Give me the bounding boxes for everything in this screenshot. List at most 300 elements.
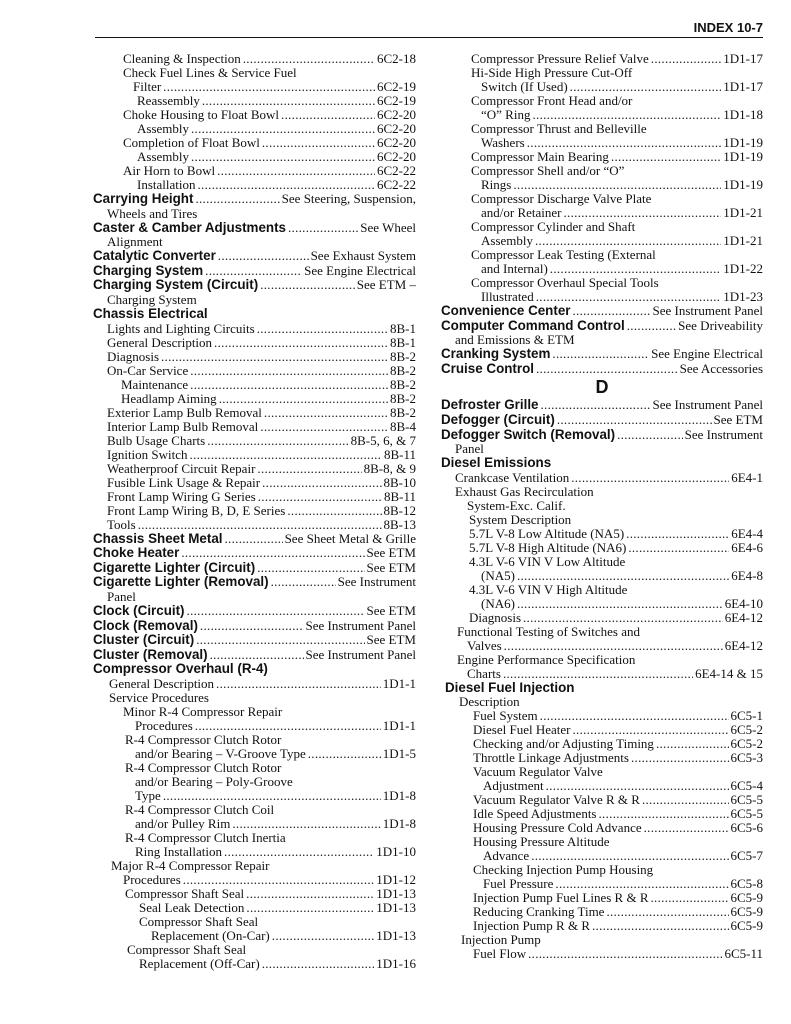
entry-text: Injection Pump	[461, 932, 541, 948]
dot-leader	[260, 420, 388, 434]
entry-text: Fuel Pressure	[483, 876, 554, 892]
dot-leader	[626, 527, 729, 541]
page-reference: 8B-2	[390, 376, 416, 392]
index-entry	[441, 793, 763, 807]
entry-text: On-Car Service	[107, 362, 189, 378]
index-heading	[93, 264, 416, 279]
entry-text: Replacement (Off-Car)	[139, 955, 260, 971]
entry-text: Interior Lamp Bulb Removal	[107, 418, 259, 434]
index-entry	[441, 751, 763, 765]
index-entry	[441, 597, 763, 611]
dot-leader	[246, 887, 374, 901]
page-reference: 1D1-13	[376, 885, 416, 901]
dot-leader	[246, 901, 374, 915]
dot-leader	[606, 905, 728, 919]
dot-leader	[257, 561, 364, 576]
entry-text: Maintenance	[121, 376, 189, 392]
dot-leader	[592, 919, 729, 933]
page-reference: 8B-4	[390, 418, 416, 434]
index-entry	[441, 122, 763, 136]
dot-leader	[570, 80, 722, 94]
entry-text: Exhaust Gas Recirculation	[455, 483, 594, 499]
index-heading	[441, 398, 763, 413]
index-entry	[93, 80, 416, 94]
entry-text: Vacuum Regulator Valve	[473, 764, 603, 780]
dot-leader	[599, 807, 729, 821]
page-reference: See ETM	[366, 559, 416, 575]
page-reference: 8B-2	[390, 404, 416, 420]
dot-leader	[190, 364, 388, 378]
entry-text: R-4 Compressor Clutch Coil	[125, 801, 275, 817]
dot-leader	[200, 619, 304, 634]
index-heading	[441, 319, 763, 334]
index-entry	[441, 779, 763, 793]
index-entry	[93, 943, 416, 957]
index-entry	[93, 518, 416, 532]
entry-text: Injection Pump Fuel Lines R & R	[473, 890, 649, 906]
index-heading	[441, 428, 763, 443]
dot-leader	[536, 290, 722, 304]
dot-leader	[531, 849, 728, 863]
dot-leader	[503, 667, 693, 681]
index-entry	[441, 220, 763, 234]
index-entry	[93, 434, 416, 448]
index-entry	[93, 887, 416, 901]
entry-text: Installation	[137, 177, 196, 192]
page-reference: See Steering, Suspension,	[281, 191, 416, 206]
index-entry	[93, 705, 416, 719]
entry-text: Replacement (On-Car)	[151, 927, 270, 943]
index-entry	[93, 901, 416, 915]
page-reference: 6C5-1	[730, 708, 763, 724]
page-reference: 1D1-5	[382, 745, 416, 761]
page-reference: 6C5-2	[730, 722, 763, 738]
index-entry	[441, 695, 763, 709]
dot-leader	[195, 192, 279, 207]
index-entry	[441, 835, 763, 849]
page-reference: 6E4-1	[731, 469, 763, 485]
entry-text: Diesel Fuel Injection	[445, 679, 575, 695]
entry-text: Major R-4 Compressor Repair	[111, 857, 270, 873]
page-reference: 1D1-16	[376, 955, 416, 971]
entry-text: Charging System (Circuit)	[93, 277, 259, 293]
page-reference: 6E4-12	[724, 609, 763, 625]
page-reference: See Accessories	[679, 360, 763, 376]
page-reference: 1D1-10	[376, 843, 416, 859]
index-entry	[441, 442, 763, 456]
entry-text: Filter	[133, 79, 162, 94]
entry-text: Vacuum Regulator Valve R & R	[473, 792, 640, 808]
dot-leader	[214, 336, 388, 350]
index-entry	[93, 733, 416, 747]
dot-leader	[217, 164, 375, 178]
entry-text: Engine Performance Specification	[457, 651, 636, 667]
page-reference: See ETM	[713, 411, 763, 427]
entry-text: Compressor Leak Testing (External	[471, 247, 656, 262]
entry-text: General Description	[107, 334, 213, 350]
index-entry	[441, 178, 763, 192]
dot-leader	[216, 677, 381, 691]
index-entry	[441, 80, 763, 94]
entry-text: Chassis Electrical	[93, 305, 208, 321]
page-reference: 1D1-21	[723, 233, 763, 248]
entry-text: Procedures	[135, 717, 193, 733]
entry-text: Chassis Sheet Metal	[93, 530, 223, 546]
index-entry	[93, 504, 416, 518]
index-entry	[441, 164, 763, 178]
entry-text: Panel	[107, 588, 136, 604]
index-entry	[93, 831, 416, 845]
index-entry	[93, 761, 416, 775]
dot-leader	[540, 709, 729, 723]
index-entry	[441, 919, 763, 933]
index-entry	[93, 178, 416, 192]
page-reference: 6C5-9	[730, 918, 763, 934]
page-reference: See ETM	[366, 545, 416, 561]
index-entry	[93, 164, 416, 178]
index-entry	[93, 476, 416, 490]
page-reference: 6C5-7	[730, 848, 763, 864]
entry-text: Compressor Cylinder and Shaft	[471, 219, 636, 234]
dot-leader	[138, 518, 382, 532]
dot-leader	[631, 751, 729, 765]
index-entry	[93, 590, 416, 604]
entry-text: Checking and/or Adjusting Timing	[473, 736, 654, 752]
dot-leader	[572, 304, 650, 319]
page-reference: 8B-11	[383, 446, 416, 462]
index-entry	[93, 803, 416, 817]
dot-leader	[642, 793, 729, 807]
entry-text: Assembly	[481, 233, 533, 248]
section-letter: D	[595, 377, 609, 398]
index-entry	[441, 653, 763, 667]
index-entry	[441, 877, 763, 891]
page-reference: 1D1-8	[382, 787, 416, 803]
dot-leader	[504, 639, 723, 653]
index-entry	[93, 462, 416, 476]
entry-text: Tools	[107, 516, 136, 532]
index-entry	[93, 336, 416, 350]
dot-leader	[257, 462, 361, 476]
dot-leader	[183, 873, 375, 887]
index-entry	[441, 723, 763, 737]
entry-text: Cluster (Circuit)	[93, 632, 195, 648]
index-entry	[93, 322, 416, 336]
page-header	[0, 20, 791, 40]
entry-text: Advance	[483, 848, 530, 864]
page-reference: 1D1-23	[723, 289, 763, 304]
page-reference: 1D1-1	[382, 675, 416, 691]
entry-text: Crankcase Ventilation	[455, 469, 570, 485]
dot-leader	[202, 94, 375, 108]
header-rule	[95, 37, 763, 38]
dot-leader	[210, 648, 304, 663]
dot-leader	[656, 737, 729, 751]
index-heading	[93, 307, 416, 322]
index-entry	[93, 747, 416, 761]
dot-leader	[163, 789, 381, 803]
index-entry	[93, 378, 416, 392]
entry-text: Washers	[481, 135, 525, 150]
index-entry	[441, 863, 763, 877]
index-entry	[93, 392, 416, 406]
dot-leader	[262, 136, 375, 150]
index-entry	[93, 122, 416, 136]
index-entry	[441, 737, 763, 751]
dot-leader	[191, 150, 375, 164]
index-entry	[93, 136, 416, 150]
index-entry	[93, 490, 416, 504]
index-heading	[93, 604, 416, 619]
index-heading	[93, 221, 416, 236]
index-entry	[441, 639, 763, 653]
index-entry	[93, 66, 416, 80]
page-reference: 6E4-14 & 15	[695, 665, 763, 681]
entry-text: 4.3L V-6 VIN V High Altitude	[469, 581, 628, 597]
entry-text: Functional Testing of Switches and	[457, 623, 640, 639]
dot-leader	[224, 845, 374, 859]
index-entry	[93, 207, 416, 221]
page-reference: See Wheel	[360, 219, 416, 235]
page-reference: 1D1-12	[376, 871, 416, 887]
entry-text: Check Fuel Lines & Service Fuel	[123, 65, 297, 80]
page-reference: See Sheet Metal & Grille	[284, 530, 416, 546]
page-reference: 1D1-19	[723, 135, 763, 150]
page-title: INDEX 10-7	[693, 20, 763, 35]
dot-leader	[517, 569, 729, 583]
page-reference: 6C5-5	[730, 792, 763, 808]
index-entry	[93, 108, 416, 122]
entry-text: Diesel Fuel Heater	[473, 722, 571, 738]
index-entry	[441, 765, 763, 779]
index-heading	[93, 192, 416, 207]
page-reference: 6C2-19	[377, 93, 416, 108]
index-entry	[441, 905, 763, 919]
page-reference: 1D1-8	[382, 815, 416, 831]
dot-leader	[196, 633, 364, 648]
entry-text: Clock (Removal)	[93, 617, 198, 633]
index-entry	[441, 541, 763, 555]
index-entry	[441, 150, 763, 164]
dot-leader	[572, 723, 728, 737]
index-heading	[441, 413, 763, 428]
page-reference: 6E4-12	[724, 637, 763, 653]
index-heading	[93, 249, 416, 264]
index-entry	[441, 625, 763, 639]
dot-leader	[550, 262, 722, 276]
entry-text: Weatherproof Circuit Repair	[107, 460, 256, 476]
index-entry	[93, 94, 416, 108]
entry-text: Illustrated	[481, 289, 534, 304]
page-reference: 8B-8, & 9	[363, 460, 416, 476]
dot-leader	[271, 575, 336, 590]
page-reference: 6E4-8	[731, 567, 763, 583]
entry-text: 5.7L V-8 High Altitude (NA6)	[469, 539, 627, 555]
entry-text: Clock (Circuit)	[93, 602, 185, 618]
index-entry	[93, 406, 416, 420]
entry-text: Defroster Grille	[441, 397, 539, 413]
entry-text: Rings	[481, 177, 512, 192]
index-entry	[441, 499, 763, 513]
page-reference: 8B-13	[383, 516, 416, 532]
entry-text: Idle Speed Adjustments	[473, 806, 597, 822]
page-reference: See Instrument	[337, 574, 416, 590]
entry-text: System-Exc. Calif.	[467, 497, 566, 513]
entry-text: Checking Injection Pump Housing	[473, 862, 654, 878]
index-entry	[93, 150, 416, 164]
index-entry	[93, 845, 416, 859]
entry-text: Ring Installation	[135, 843, 223, 859]
page-reference: See Engine Electrical	[651, 346, 763, 362]
entry-text: and Internal)	[481, 261, 548, 276]
page-reference: See Driveability	[678, 317, 763, 333]
entry-text: Adjustment	[483, 778, 544, 794]
dot-leader	[262, 476, 381, 490]
index-entry	[93, 52, 416, 66]
entry-text: and/or Bearing – V-Groove Type	[135, 745, 306, 761]
entry-text: Procedures	[123, 871, 181, 887]
entry-text: 5.7L V-8 Low Altitude (NA5)	[469, 525, 625, 541]
entry-text: Catalytic Converter	[93, 248, 216, 264]
page-reference: 8B-10	[383, 474, 416, 490]
entry-text: Seal Leak Detection	[139, 899, 245, 915]
entry-text: Headlamp Aiming	[121, 390, 217, 406]
dot-leader	[243, 52, 375, 66]
dot-leader	[198, 178, 376, 192]
entry-text: Cluster (Removal)	[93, 646, 208, 662]
page-reference: 6C2-20	[377, 135, 416, 150]
entry-text: Injection Pump R & R	[473, 918, 590, 934]
page-reference: 6C5-9	[730, 904, 763, 920]
index-entry	[441, 485, 763, 499]
dot-leader	[523, 611, 723, 625]
dot-leader	[287, 504, 381, 518]
entry-text: Cigarette Lighter (Removal)	[93, 574, 269, 590]
dot-leader	[187, 604, 365, 619]
entry-text: and/or Pulley Rim	[135, 815, 231, 831]
entry-text: Assembly	[137, 121, 189, 136]
page-reference: 6E4-10	[724, 595, 763, 611]
page-reference: See Exhaust System	[310, 248, 416, 264]
page-reference: See Instrument Panel	[652, 303, 763, 318]
entry-text: Compressor Overhaul Special Tools	[471, 275, 659, 290]
dot-leader	[552, 347, 649, 362]
entry-text: Cruise Control	[441, 360, 534, 376]
index-entry	[441, 471, 763, 485]
dot-leader	[532, 108, 721, 122]
entry-text: Charts	[467, 665, 501, 681]
dot-leader	[161, 350, 388, 364]
page-reference: 6C2-20	[377, 107, 416, 122]
entry-text: Completion of Float Bowl	[123, 135, 260, 150]
entry-text: Compressor Pressure Relief Valve	[471, 51, 649, 66]
entry-text: Computer Command Control	[441, 317, 625, 333]
entry-text: and Emissions & ETM	[455, 332, 575, 348]
dot-leader	[527, 136, 722, 150]
entry-text: Service Procedures	[109, 689, 209, 705]
page-reference: 8B-5, 6, & 7	[350, 432, 416, 448]
index-entry	[441, 527, 763, 541]
entry-text: Defogger Switch (Removal)	[441, 426, 616, 442]
page-reference: 8B-11	[383, 488, 416, 504]
dot-leader	[257, 322, 388, 336]
entry-text: Choke Housing to Float Bowl	[123, 107, 280, 122]
entry-text: Reducing Cranking Time	[473, 904, 605, 920]
page-reference: 6C5-5	[730, 806, 763, 822]
entry-text: and/or Bearing – Poly-Groove	[135, 773, 293, 789]
index-heading	[93, 278, 416, 293]
index-entry	[441, 667, 763, 681]
page-reference: 6C5-11	[724, 946, 763, 962]
index-entry	[441, 933, 763, 947]
page-reference: 1D1-18	[723, 107, 763, 122]
entry-text: Convenience Center	[441, 303, 571, 318]
page-reference: 1D1-21	[723, 205, 763, 220]
entry-text: 4.3L V-6 VIN V Low Altitude	[469, 553, 626, 569]
index-entry	[441, 569, 763, 583]
index-heading	[441, 681, 763, 696]
entry-text: Housing Pressure Cold Advance	[473, 820, 642, 836]
page-reference: 6C5-2	[730, 736, 763, 752]
index-entry	[93, 364, 416, 378]
entry-text: Exterior Lamp Bulb Removal	[107, 404, 262, 420]
entry-text: Front Lamp Wiring B, D, E Series	[107, 502, 286, 518]
entry-text: Panel	[455, 441, 484, 457]
page-reference: 8B-12	[383, 502, 416, 518]
entry-text: Housing Pressure Altitude	[473, 834, 610, 850]
index-entry	[441, 821, 763, 835]
entry-text: Assembly	[137, 149, 189, 164]
page-reference: 1D1-13	[376, 927, 416, 943]
page-reference: 6C2-18	[377, 51, 416, 66]
dot-leader	[163, 80, 375, 94]
index-entry	[93, 873, 416, 887]
index-entry	[441, 248, 763, 262]
page-reference: 6C2-20	[377, 149, 416, 164]
index-entry	[93, 775, 416, 789]
entry-text: Carrying Height	[93, 191, 194, 206]
page-reference: 1D1-19	[723, 149, 763, 164]
entry-text: Compressor Shell and/or “O”	[471, 163, 625, 178]
dot-leader	[651, 891, 729, 905]
dot-leader	[288, 221, 358, 236]
dot-leader	[264, 406, 388, 420]
page-reference: See ETM –	[356, 277, 416, 293]
entry-text: Diesel Emissions	[441, 455, 552, 471]
index-entry	[93, 817, 416, 831]
entry-text: R-4 Compressor Clutch Rotor	[125, 731, 282, 747]
dot-leader	[207, 434, 348, 448]
index-entry	[441, 611, 763, 625]
page-reference: 6C2-22	[377, 163, 416, 178]
page-reference: 8B-2	[390, 348, 416, 364]
page-reference: See Engine Electrical	[304, 262, 416, 278]
index-heading	[93, 648, 416, 663]
dot-leader	[281, 108, 375, 122]
entry-text: “O” Ring	[481, 107, 531, 122]
page-reference: 8B-2	[390, 390, 416, 406]
dot-leader	[195, 719, 381, 733]
dot-leader	[627, 319, 676, 334]
index-heading	[93, 633, 416, 648]
index-heading	[93, 561, 416, 576]
entry-text: Lights and Lighting Circuits	[107, 320, 255, 336]
index-entry	[93, 957, 416, 971]
dot-leader	[308, 747, 381, 761]
dot-leader	[535, 234, 721, 248]
page-reference: 6C5-4	[730, 778, 763, 794]
entry-text: Diagnosis	[107, 348, 159, 364]
